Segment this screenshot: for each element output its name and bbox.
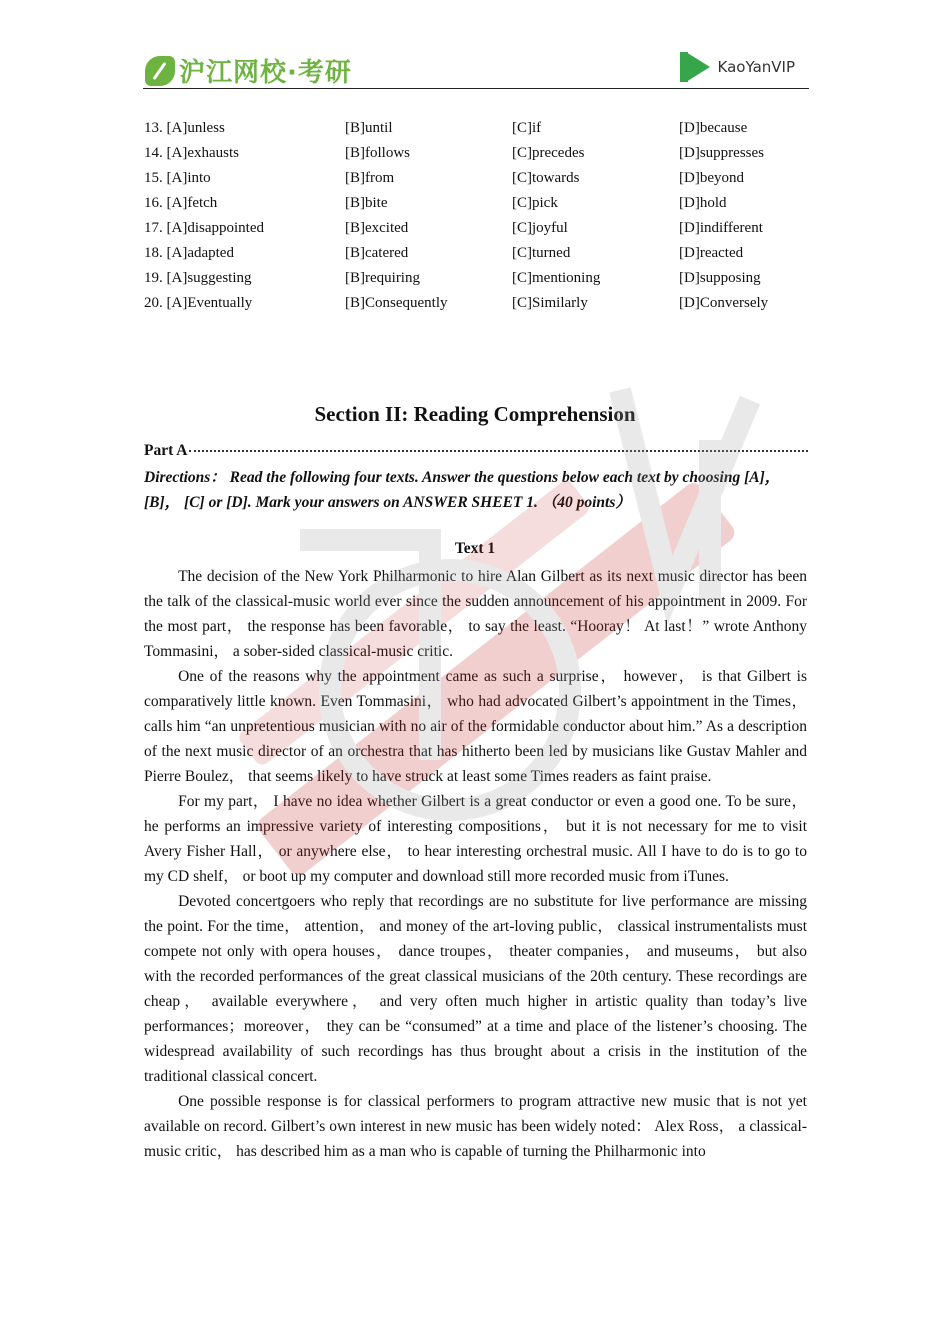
option-cell: [B]follows	[345, 145, 410, 161]
option-cell: 15. [A]into	[144, 170, 211, 186]
option-cell: [C]precedes	[512, 145, 585, 161]
directions: Directions： Read the following four texts. Answer the questions below each text by choosing [A]，[B]， [C] or [D]. Mark your answers on ANSWER SHEET 1. （40 points）	[144, 469, 781, 511]
page-header	[143, 48, 809, 89]
option-row	[144, 266, 808, 291]
option-row	[144, 241, 808, 266]
option-row	[144, 216, 808, 241]
paragraph: Devoted concertgoers who reply that recordings are no substitute for live performance are missing the point. For the time， attention， and money of the art-loving public， classical instrumentalists must compete not only with opera houses， dance troupes， theater companies， and museums， but also with the recorded performances of the great classical musicians of the 20th century. These recordings are cheap， available everywhere， and very often much higher in artistic quality than today’s live performances；moreover， they can be “consumed” at a time and place of the listener’s choosing. The widespread availability of such recordings has thus brought about a crisis in the institution of the traditional classical concert.	[144, 893, 807, 1085]
hujiang-logo	[145, 52, 352, 89]
option-cell: [C]Similarly	[512, 295, 588, 311]
paragraph: The decision of the New York Philharmonic to hire Alan Gilbert as its next music director has been the talk of the classical-music world ever since the sudden announcement of his appointment in 2009. For the most part， the response has been favorable， to say the least. “Hooray！ At last！” wrote Anthony Tommasini， a sober-sided classical-music critic.	[144, 568, 807, 660]
option-cell: [C]mentioning	[512, 270, 601, 286]
option-cell: 17. [A]disappointed	[144, 220, 264, 236]
options-list	[144, 116, 808, 316]
option-cell: [B]until	[345, 120, 393, 136]
option-row	[144, 191, 808, 216]
option-cell: 14. [A]exhausts	[144, 145, 239, 161]
option-cell: [D]suppresses	[679, 145, 764, 161]
option-cell: [B]requiring	[345, 270, 420, 286]
brand-cn: 沪江网校·考研	[179, 58, 352, 88]
option-cell: [D]reacted	[679, 245, 744, 261]
option-cell: [C]pick	[512, 195, 558, 211]
paragraph: One of the reasons why the appointment came as such a surprise， however， is that Gilbert is comparatively little known. Even Tommasini， who had advocated Gilbert’s appointment in the Times， calls him “an unpretentious musician with no air of the formidable conductor about him.” As a description of the next music director of an orchestra that has hitherto been led by musicians like Gustav Mahler and Pierre Boulez， that seems likely to have struck at least some Times readers as faint praise.	[144, 668, 807, 785]
dotted-leader	[189, 450, 808, 452]
option-cell: [B]excited	[345, 220, 409, 236]
section-title: Section II: Reading Comprehension	[314, 402, 636, 426]
option-cell: 13. [A]unless	[144, 120, 225, 136]
k-logo-icon	[686, 52, 710, 82]
passage	[144, 564, 807, 1164]
option-cell: 20. [A]Eventually	[144, 295, 253, 311]
part-heading	[144, 442, 808, 460]
option-cell: [D]indifferent	[679, 220, 763, 236]
option-cell: 16. [A]fetch	[144, 195, 218, 211]
option-cell: [D]because	[679, 120, 748, 136]
part-label: Part A	[144, 442, 188, 459]
option-cell: [B]from	[345, 170, 395, 186]
brand-en: KaoYanVIP	[717, 58, 795, 76]
text-title: Text 1	[454, 540, 496, 557]
option-cell: [C]towards	[512, 170, 580, 186]
option-cell: [C]joyful	[512, 220, 568, 236]
option-row	[144, 116, 808, 141]
option-cell: 18. [A]adapted	[144, 245, 234, 261]
option-cell: [D]Conversely	[679, 295, 769, 311]
option-row	[144, 141, 808, 166]
option-cell: [B]Consequently	[345, 295, 448, 311]
leaf-logo-icon	[145, 56, 175, 86]
option-row	[144, 166, 808, 191]
option-cell: [D]hold	[679, 195, 727, 211]
kaoyanvip-logo	[686, 52, 795, 82]
paragraph: One possible response is for classical performers to program attractive new music that is not yet available on record. Gilbert’s own interest in new music has been widely noted： Alex Ross， a classical-music critic， has described him as a man who is capable of turning the Philharmonic into	[144, 1093, 807, 1160]
option-cell: [B]catered	[345, 245, 409, 261]
option-cell: [D]beyond	[679, 170, 744, 186]
option-cell: 19. [A]suggesting	[144, 270, 252, 286]
option-cell: [B]bite	[345, 195, 388, 211]
option-cell: [C]if	[512, 120, 542, 136]
option-cell: [D]supposing	[679, 270, 761, 286]
paragraph: For my part， I have no idea whether Gilbert is a great conductor or even a good one. To be sure， he performs an impressive variety of interesting compositions， but it is not necessary for me to visit Avery Fisher Hall， or anywhere else， to hear interesting orchestral music. All I have to do is to go to my CD shelf， or boot up my computer and download still more recorded music from iTunes.	[144, 793, 807, 885]
option-cell: [C]turned	[512, 245, 571, 261]
option-row	[144, 291, 808, 316]
